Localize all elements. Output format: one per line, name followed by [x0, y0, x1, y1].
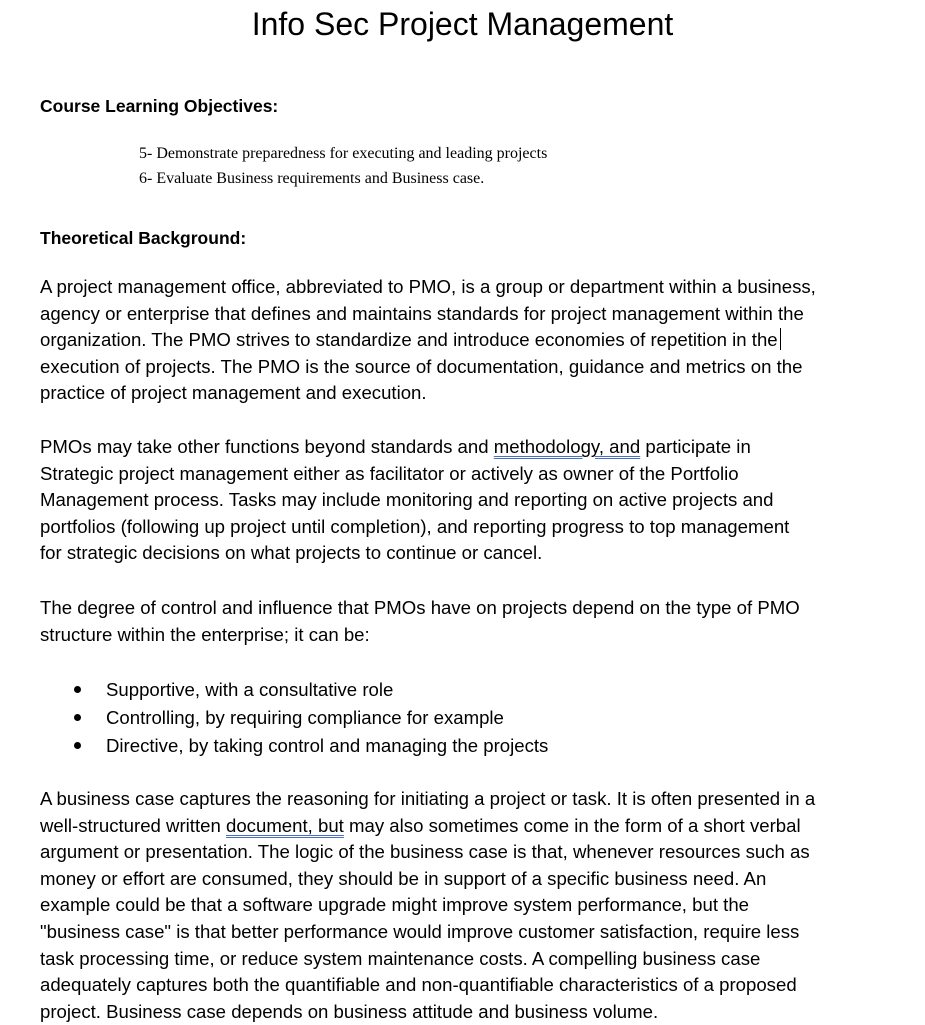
objectives-list — [139, 141, 547, 191]
text-line: for strategic decisions on what projects to continue or cancel. — [40, 542, 543, 564]
list-item-text: Supportive, with a consultative role — [106, 679, 394, 700]
bullet-icon — [74, 742, 81, 749]
text-line: A business case captures the reasoning for initiating a project or task. It is often presented in a — [40, 788, 816, 809]
bullet-icon — [74, 686, 81, 693]
paragraph-business-case — [40, 786, 900, 1025]
text-line-with-cursor — [40, 327, 900, 354]
paragraph-pmo-definition — [40, 274, 900, 407]
text-line — [40, 813, 900, 840]
text-line: agency or enterprise that defines and maintains standards for project management within the — [40, 302, 804, 324]
objectives-heading: Course Learning Objectives: — [40, 96, 279, 116]
list-item — [40, 704, 548, 732]
objective-item: 6- Evaluate Business requirements and Business case. — [139, 170, 485, 187]
text-line: money or effort are consumed, they should be in support of a specific business need. An — [40, 867, 767, 889]
text-line: example could be that a software upgrade might improve system performance, but the — [40, 894, 749, 916]
text-line: project. Business case depends on business attitude and business volume. — [40, 1000, 659, 1022]
text-span: participate in — [640, 436, 751, 457]
text-line: organization. The PMO strives to standardize and introduce economies of repetition in the — [40, 329, 778, 351]
text-span: well-structured written — [40, 814, 226, 836]
text-line: "business case" is that better performance would improve customer satisfaction, require less — [40, 920, 800, 942]
text-line: The degree of control and influence that PMOs have on projects depend on the type of PMO — [40, 597, 800, 618]
list-item — [40, 676, 548, 704]
paragraph-pmo-control — [40, 595, 900, 648]
list-item-text: Directive, by taking control and managing the projects — [106, 735, 549, 756]
list-item-text: Controlling, by requiring compliance for example — [106, 707, 504, 728]
text-line: portfolios (following up project until completion), and reporting progress to top management — [40, 515, 790, 537]
list-item — [40, 732, 548, 760]
text-line: adequately captures both the quantifiable and non-quantifiable characteristics of a proposed — [40, 974, 797, 996]
paragraph-pmo-functions — [40, 434, 900, 567]
text-line: execution of projects. The PMO is the source of documentation, guidance and metrics on the — [40, 355, 803, 377]
background-heading: Theoretical Background: — [40, 228, 247, 248]
grammar-flag[interactable]: document, but — [226, 814, 344, 836]
text-span: may also sometimes come in the form of a short verbal — [343, 814, 801, 836]
objective-item: 5- Demonstrate preparedness for executing and leading projects — [139, 145, 548, 162]
grammar-flag[interactable]: methodology, and — [493, 436, 641, 457]
bullet-icon — [74, 714, 81, 721]
document-title: Info Sec Project Management — [251, 6, 674, 42]
text-line: task processing time, or reduce system maintenance costs. A compelling business case — [40, 947, 761, 969]
text-cursor — [780, 328, 781, 350]
text-line: Management process. Tasks may include monitoring and reporting on active projects and — [40, 489, 774, 511]
text-line: Strategic project management either as facilitator or actively as owner of the Portfolio — [40, 462, 739, 484]
text-span: PMOs may take other functions beyond standards and — [40, 436, 494, 457]
pmo-types-list — [40, 676, 548, 760]
text-line: structure within the enterprise; it can be: — [40, 623, 370, 645]
text-line: argument or presentation. The logic of the business case is that, whenever resources such as — [40, 841, 810, 863]
text-line — [40, 434, 900, 461]
text-line: practice of project management and execution. — [40, 382, 427, 404]
text-line: A project management office, abbreviated to PMO, is a group or department within a business, — [40, 276, 816, 297]
